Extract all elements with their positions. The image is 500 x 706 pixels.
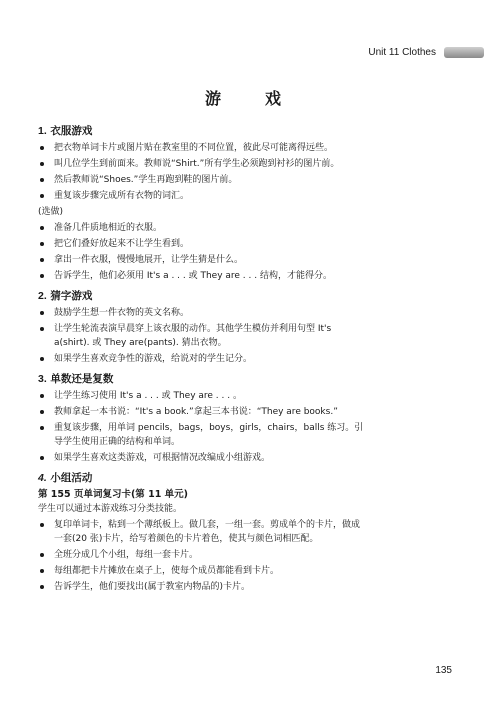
section-heading-singular-plural — [38, 371, 368, 386]
list-item: 告诉学生，他们必须用 It's a . . . 或 They are . . . 结构，才能得分。 — [38, 269, 368, 283]
optional-label: (选做) — [38, 207, 64, 217]
section-title: 单数还是复数 — [50, 373, 114, 385]
section-number: 1. — [38, 125, 47, 137]
page-number: 135 — [435, 665, 452, 676]
list-item: 拿出一件衣服，慢慢地展开，让学生猜是什么。 — [38, 253, 368, 267]
list-item: 告诉学生，他们要找出(属于教室内物品的)卡片。 — [38, 580, 368, 594]
unit-label: Unit 11 Clothes — [368, 47, 436, 58]
section-number: 2. — [38, 290, 47, 302]
list-item: 让学生轮流表演早晨穿上该衣服的动作。其他学生模仿并利用句型 It's a(shirt). 或 They are(pants). 猜出衣物。 — [38, 322, 368, 350]
section-title: 衣服游戏 — [50, 125, 93, 137]
section-title: 小组活动 — [50, 472, 93, 484]
section-heading-guessing-game — [38, 288, 368, 303]
list-item: 全班分成几个小组，每组一套卡片。 — [38, 548, 368, 562]
header-decoration-bar — [444, 47, 484, 58]
section-number: 3. — [38, 373, 47, 385]
list-item: 然后教师说“Shoes.”学生再跑到鞋的图片前。 — [38, 173, 368, 187]
list-item: 如果学生喜欢这类游戏，可根据情况改编成小组游戏。 — [38, 451, 368, 465]
list-item: 复印单词卡，粘到一个薄纸板上。做几套，一组一套。剪成单个的卡片，做成一套(20 张)卡片，给写着颜色的卡片着色，使其与颜色词相匹配。 — [38, 518, 368, 546]
list-item: 把它们叠好放起来不让学生看到。 — [38, 237, 368, 251]
section-heading-clothes-game — [38, 123, 368, 138]
section-heading-group-activity — [38, 470, 368, 485]
list-item: 重复该步骤完成所有衣物的词汇。 — [38, 189, 368, 203]
page-header — [368, 47, 484, 58]
word-card-reference: 第 155 页单词复习卡(第 11 单元) — [38, 489, 188, 500]
section-intro: 学生可以通过本游戏练习分类技能。 — [38, 504, 183, 514]
list-item: 每组都把卡片摊放在桌子上，使每个成员都能看到卡片。 — [38, 564, 368, 578]
list-item: 如果学生喜欢竞争性的游戏，给说对的学生记分。 — [38, 352, 368, 366]
list-item: 把衣物单词卡片或图片贴在教室里的不同位置，彼此尽可能离得远些。 — [38, 141, 368, 155]
section-number: 4. — [38, 472, 47, 484]
page-title: 游 戏 — [204, 89, 295, 108]
list-item: 叫几位学生到前面来。教师说“Shirt.”所有学生必须跑到衬衫的图片前。 — [38, 157, 368, 171]
main-content — [38, 118, 368, 596]
list-item: 让学生练习使用 It's a . . . 或 They are . . . 。 — [38, 389, 368, 403]
list-item: 鼓励学生想一件衣物的英文名称。 — [38, 306, 368, 320]
list-item: 教师拿起一本书说：“It's a book.”拿起三本书说：“They are books.” — [38, 405, 368, 419]
list-item: 重复该步骤，用单词 pencils，bags，boys，girls，chairs，balls 练习。引导学生使用正确的结构和单词。 — [38, 421, 368, 449]
section-title: 猜字游戏 — [50, 290, 93, 302]
list-item: 准备几件质地相近的衣服。 — [38, 221, 368, 235]
